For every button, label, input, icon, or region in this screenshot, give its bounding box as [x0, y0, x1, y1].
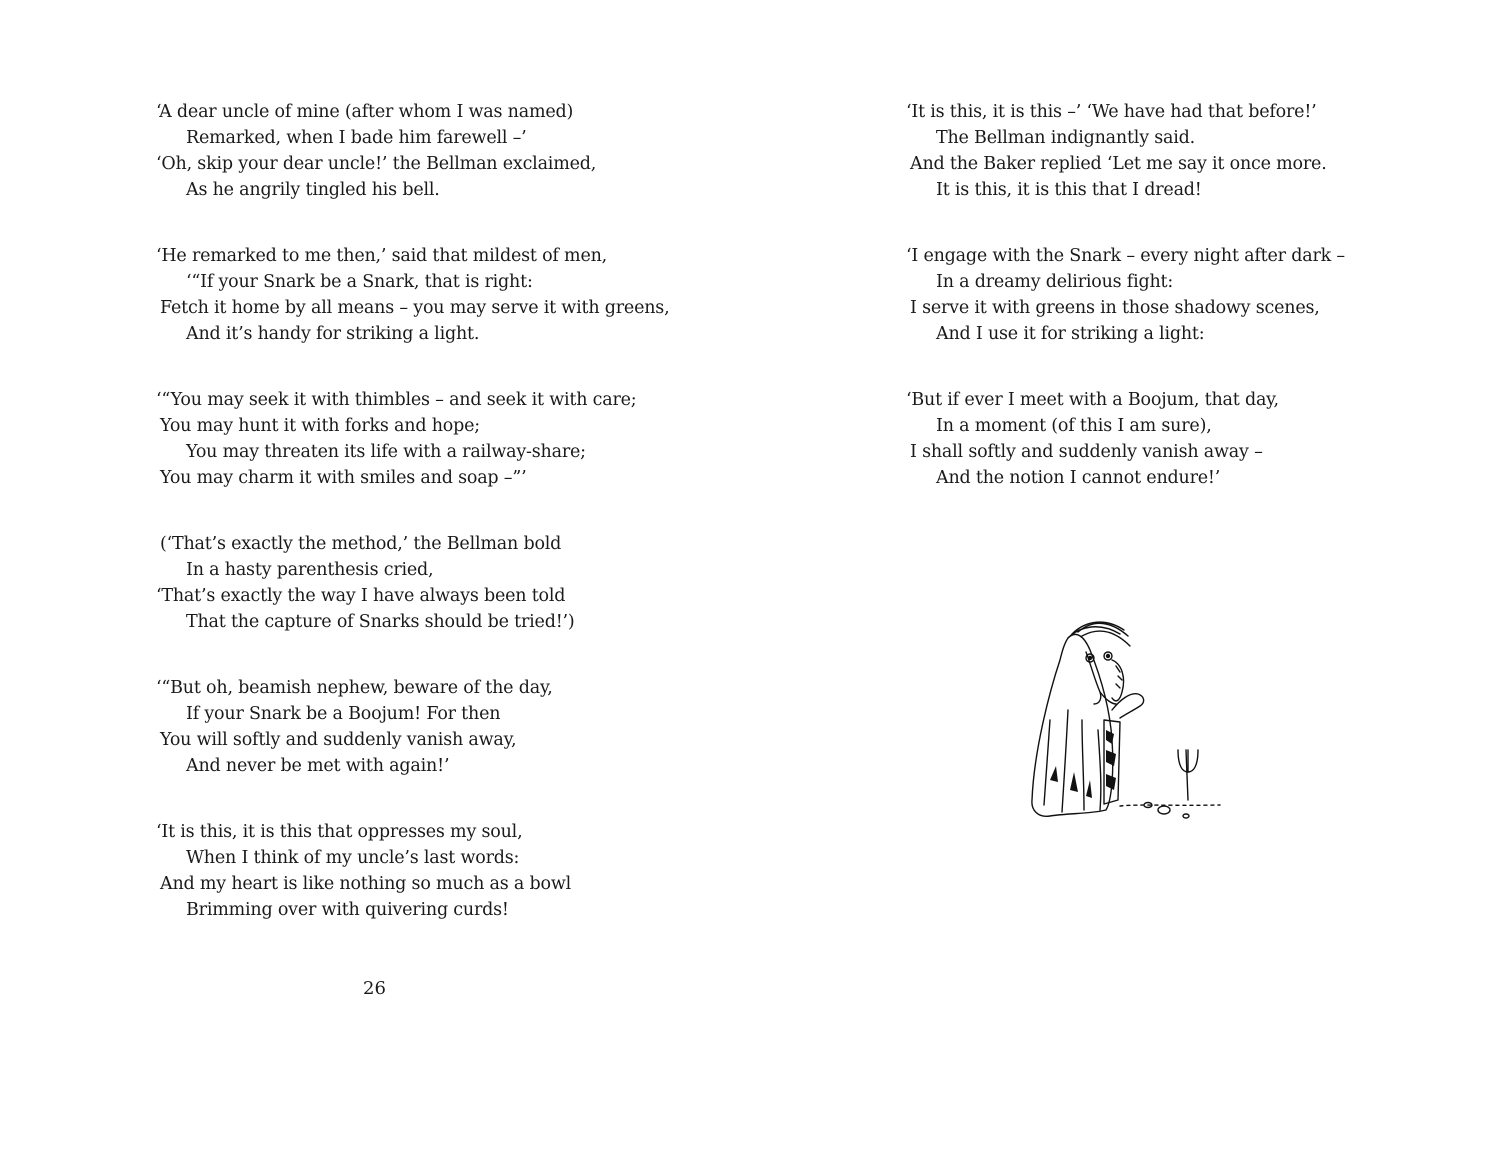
poem-line: I shall softly and suddenly vanish away – [910, 442, 1263, 462]
poem-line: As he angrily tingled his bell. [186, 180, 440, 200]
stanza [906, 99, 1345, 203]
poem-line: The Bellman indignantly said. [936, 128, 1196, 148]
stanza [156, 243, 669, 347]
stanza [156, 675, 669, 779]
poem-line: ‘“If your Snark be a Snark, that is right: [186, 272, 533, 292]
poem-line: ‘“You may seek it with thimbles – and seek it with care; [156, 390, 637, 410]
poem-line: ‘Oh, skip your dear uncle!’ the Bellman exclaimed, [156, 154, 597, 174]
poem-line: You may hunt it with forks and hope; [160, 416, 480, 436]
poem-line: And the notion I cannot endure!’ [936, 468, 1221, 488]
stanza [906, 243, 1345, 347]
poem-line: In a hasty parenthesis cried, [186, 560, 434, 580]
poem-line: ‘But if ever I meet with a Boojum, that day, [906, 390, 1279, 410]
poem-line: And I use it for striking a light: [936, 324, 1205, 344]
poem-line: ‘“But oh, beamish nephew, beware of the day, [156, 678, 553, 698]
poem-line: Remarked, when I bade him farewell –’ [186, 128, 527, 148]
stanza [156, 99, 669, 203]
poem-line: You may charm it with smiles and soap –”’ [160, 468, 527, 488]
poem-line: And the Baker replied ‘Let me say it once more. [910, 154, 1327, 174]
stanza [156, 387, 669, 491]
stanza [156, 819, 669, 923]
poem-line: (‘That’s exactly the method,’ the Bellman bold [160, 534, 562, 554]
poem-line: When I think of my uncle’s last words: [186, 848, 520, 868]
poem-line: You will softly and suddenly vanish away, [160, 730, 517, 750]
poem-line: ‘It is this, it is this that oppresses my soul, [156, 822, 523, 842]
poem-line: And never be met with again!’ [186, 756, 450, 776]
poem-line: ‘That’s exactly the way I have always been told [156, 586, 566, 606]
poem-line: I serve it with greens in those shadowy scenes, [910, 298, 1320, 318]
poem-line: Brimming over with quivering curds! [186, 900, 509, 920]
stanza [906, 387, 1345, 491]
poem-line: That the capture of Snarks should be tried!’) [186, 612, 575, 632]
stanza [156, 531, 669, 635]
right-poem [906, 99, 1345, 531]
poem-line: ‘It is this, it is this –’ ‘We have had that before!’ [906, 102, 1317, 122]
poem-line: And it’s handy for striking a light. [186, 324, 480, 344]
page-number: 26 [363, 978, 386, 999]
right-page [750, 0, 1500, 1165]
left-poem [156, 99, 669, 963]
poem-line: And my heart is like nothing so much as a bowl [160, 874, 572, 894]
poem-line: Fetch it home by all means – you may serve it with greens, [160, 298, 670, 318]
poem-line: ‘I engage with the Snark – every night after dark – [906, 246, 1345, 266]
poem-line: You may threaten its life with a railway-share; [186, 442, 586, 462]
poem-line: ‘A dear uncle of mine (after whom I was named) [156, 102, 574, 122]
baker-illustration [1020, 600, 1240, 830]
poem-line: ‘He remarked to me then,’ said that mildest of men, [156, 246, 608, 266]
poem-line: In a dreamy delirious fight: [936, 272, 1174, 292]
poem-line: It is this, it is this that I dread! [936, 180, 1202, 200]
poem-line: If your Snark be a Boojum! For then [186, 704, 501, 724]
poem-line: In a moment (of this I am sure), [936, 416, 1212, 436]
